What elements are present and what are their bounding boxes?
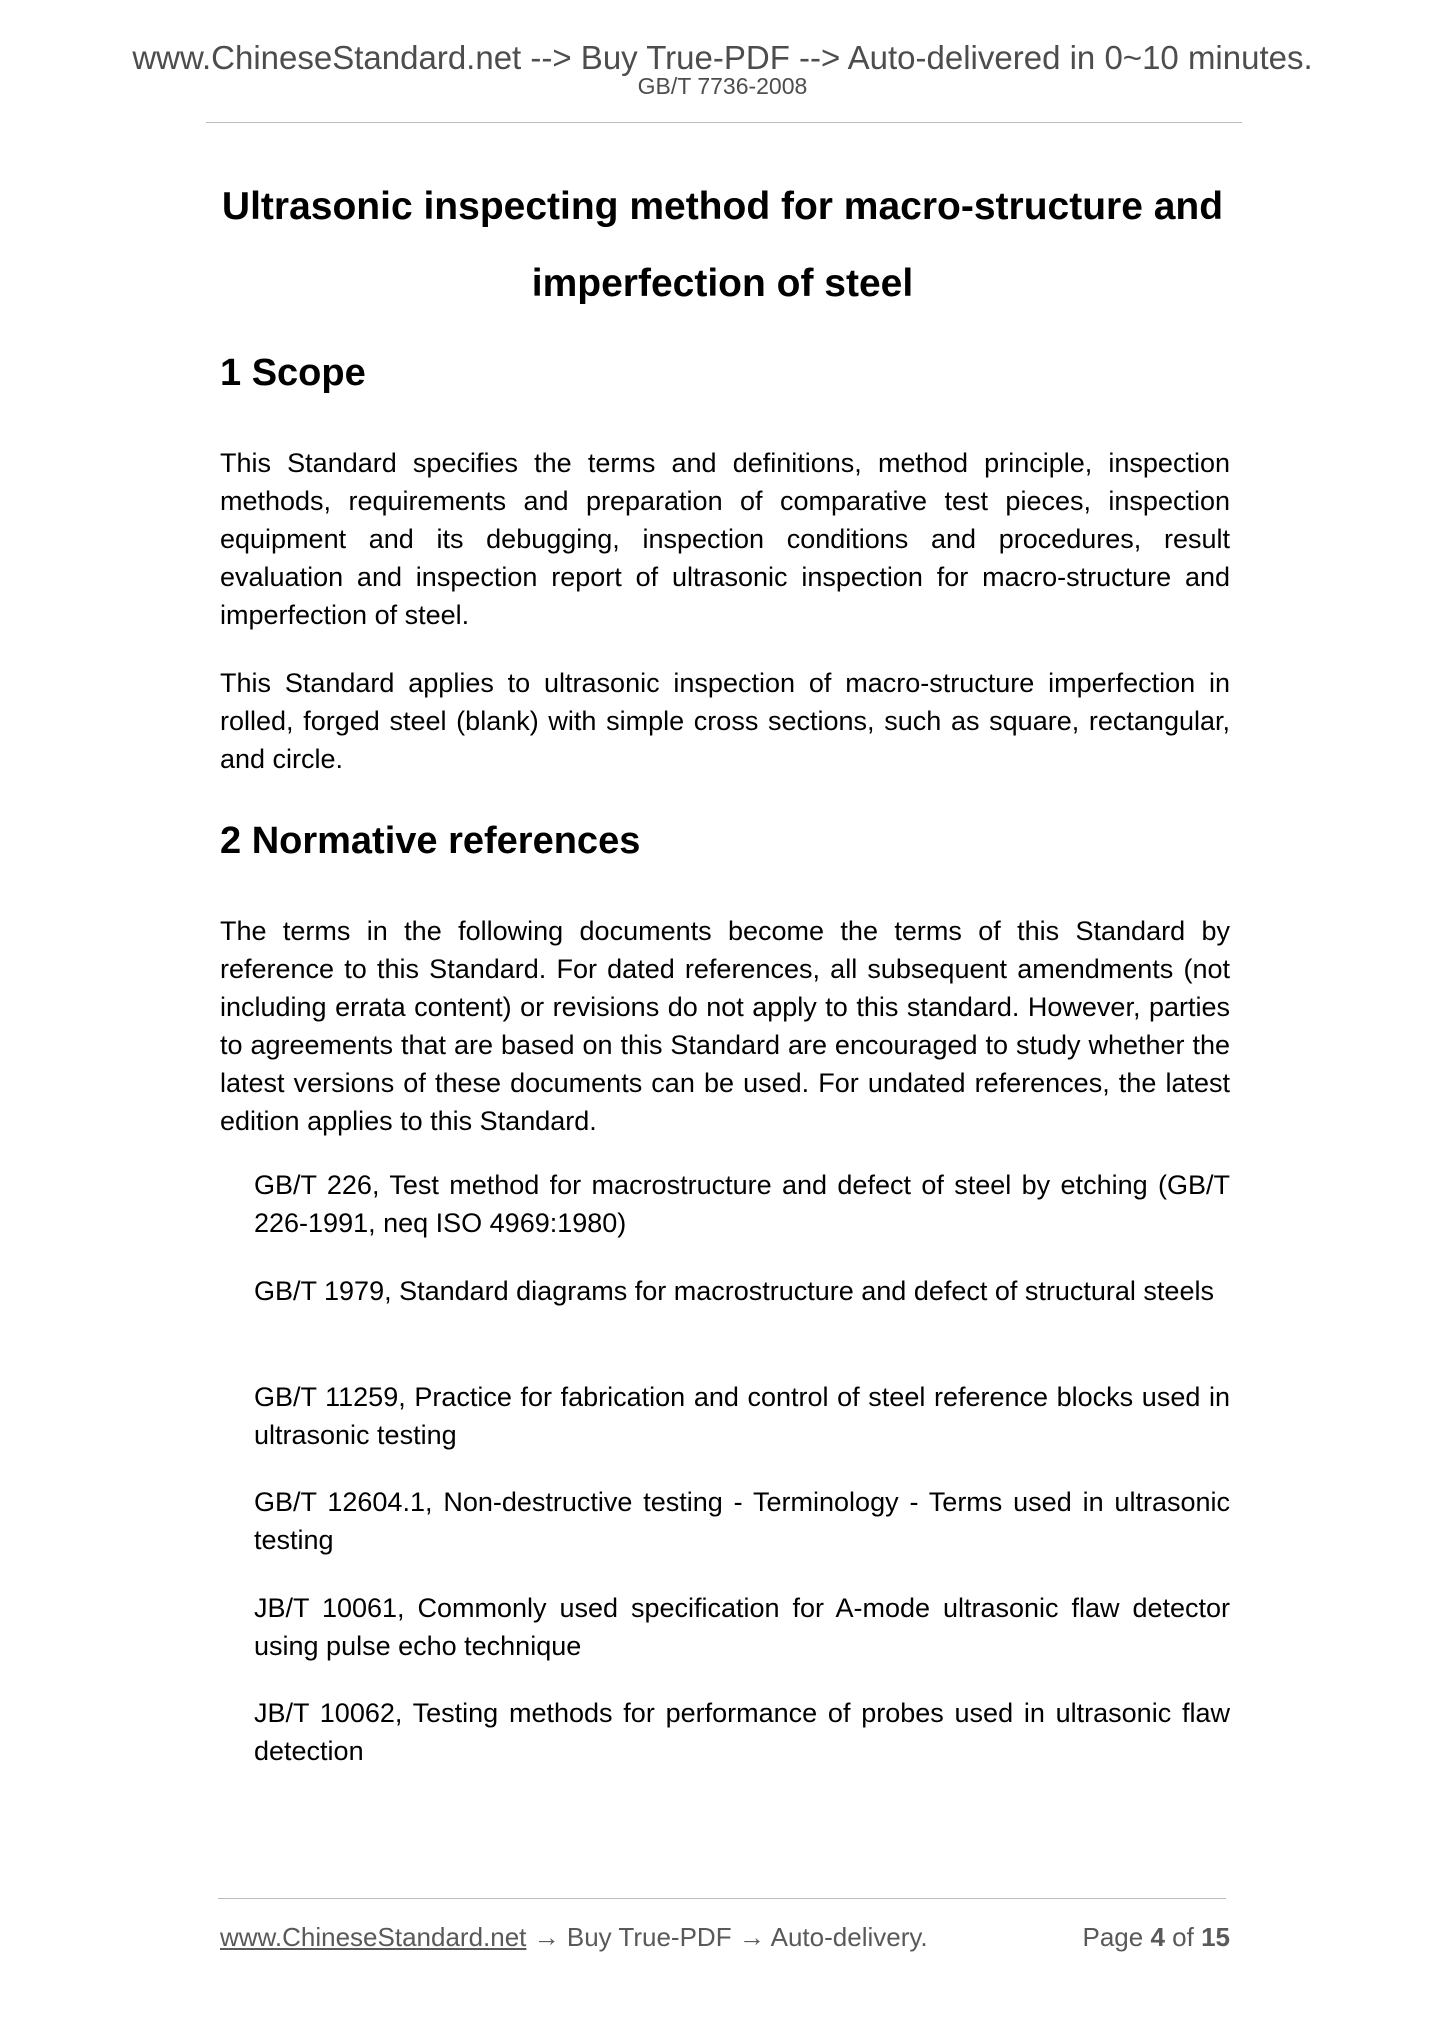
footer-buy-text: Buy True-PDF — [566, 1922, 732, 1952]
page-footer — [220, 1920, 1230, 1954]
section-heading-normative-references: 2 Normative references — [220, 820, 641, 862]
scope-paragraph-1: This Standard specifies the terms and definitions, method principle, inspection methods, requirements and preparation of comparative test pieces, inspection equipment and its debugging, inspection conditions and procedures, result evaluation and inspection report of ultrasonic inspection for macro-structure and imperfection of steel. — [220, 448, 1230, 630]
reference-item: JB/T 10061, Commonly used specification for A-mode ultrasonic flaw detector using pulse echo technique — [254, 1593, 1230, 1661]
reference-item: GB/T 12604.1, Non-destructive testing - Terminology - Terms used in ultrasonic testing — [254, 1487, 1230, 1555]
arrow-right-icon: → — [738, 1922, 765, 1952]
footer-site-link[interactable]: www.ChineseStandard.net — [220, 1922, 527, 1952]
of-label: of — [1172, 1922, 1194, 1952]
footer-delivery-text: Auto-delivery. — [770, 1922, 928, 1952]
normative-intro-paragraph: The terms in the following documents become the terms of this Standard by reference to this Standard. For dated references, all subsequent amendments (not including errata content) or revisions do not apply to this standard. However, parties to agreements that are based on this Standard are encouraged to study whether the latest versions of these documents can be used. For undated references, the latest edition applies to this Standard. — [220, 916, 1230, 1136]
top-banner: www.ChineseStandard.net --> Buy True-PDF --> Auto-delivered in 0~10 minutes. — [132, 39, 1313, 76]
scope-paragraph-2: This Standard applies to ultrasonic inspection of macro-structure imperfection in rolled, forged steel (blank) with simple cross sections, such as square, rectangular, and circle. — [220, 668, 1230, 774]
reference-item: GB/T 226, Test method for macrostructure and defect of steel by etching (GB/T 226-1991, neq ISO 4969:1980) — [254, 1170, 1230, 1238]
reference-item: JB/T 10062, Testing methods for performance of probes used in ultrasonic flaw detection — [254, 1698, 1230, 1766]
header-divider — [206, 122, 1242, 123]
document-title: Ultrasonic inspecting method for macro-structure and imperfection of steel — [221, 185, 1224, 305]
arrow-right-icon: → — [533, 1922, 560, 1952]
page-number: 4 — [1150, 1922, 1165, 1952]
total-pages: 15 — [1201, 1922, 1230, 1952]
reference-item: GB/T 11259, Practice for fabrication and control of steel reference blocks used in ultrasonic testing — [254, 1382, 1230, 1450]
page-indicator — [1082, 1920, 1230, 1954]
section-heading-scope: 1 Scope — [220, 352, 366, 394]
footer-left — [220, 1920, 928, 1954]
reference-item: GB/T 1979, Standard diagrams for macrostructure and defect of structural steels — [254, 1276, 1214, 1306]
footer-divider — [218, 1898, 1226, 1899]
document-code: GB/T 7736-2008 — [637, 73, 808, 99]
page-label: Page — [1082, 1922, 1144, 1952]
